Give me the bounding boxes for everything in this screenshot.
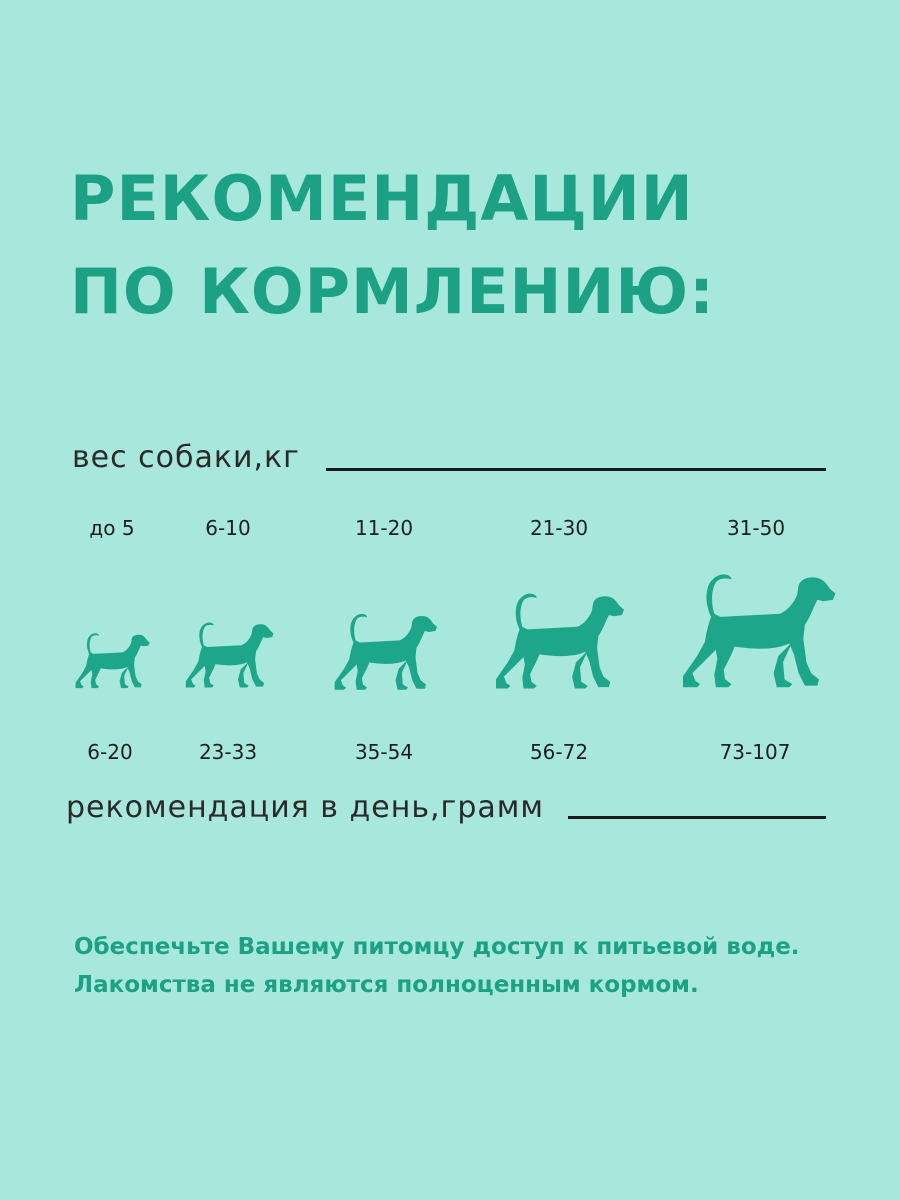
weight-value-5: 31-50 [726, 516, 786, 540]
treats-note: Лакомства не являются полноценным кормом. [74, 972, 699, 998]
dog-icon-4 [490, 590, 628, 695]
weight-value-2: 6-10 [205, 516, 251, 540]
feeding-notes [74, 928, 800, 1004]
ration-underline [568, 816, 826, 819]
dog-icon-3 [330, 611, 440, 695]
page-title [70, 152, 715, 338]
ration-row-label: рекомендация в день,грамм [66, 790, 545, 825]
small-dog-icon [74, 631, 150, 692]
weight-value-3: 11-20 [354, 516, 414, 540]
title-line-1: РЕКОМЕНДАЦИИ [70, 162, 694, 235]
large-dog-icon [676, 570, 840, 695]
weight-underline [326, 468, 826, 471]
weight-value-4: 21-30 [529, 516, 589, 540]
weight-row-label: вес собаки,кг [72, 440, 300, 475]
ration-value-2: 23-33 [198, 740, 258, 764]
ration-value-1: 6-20 [87, 740, 133, 764]
ration-value-3: 35-54 [354, 740, 414, 764]
water-note: Обеспечьте Вашему питомцу доступ к питьевой воде. [74, 934, 800, 960]
ration-value-5: 73-107 [719, 740, 791, 764]
title-line-2: ПО КОРМЛЕНИЮ: [70, 255, 715, 328]
weight-value-1: до 5 [89, 516, 135, 540]
dog-icon-2 [182, 620, 276, 692]
ration-value-4: 56-72 [529, 740, 589, 764]
